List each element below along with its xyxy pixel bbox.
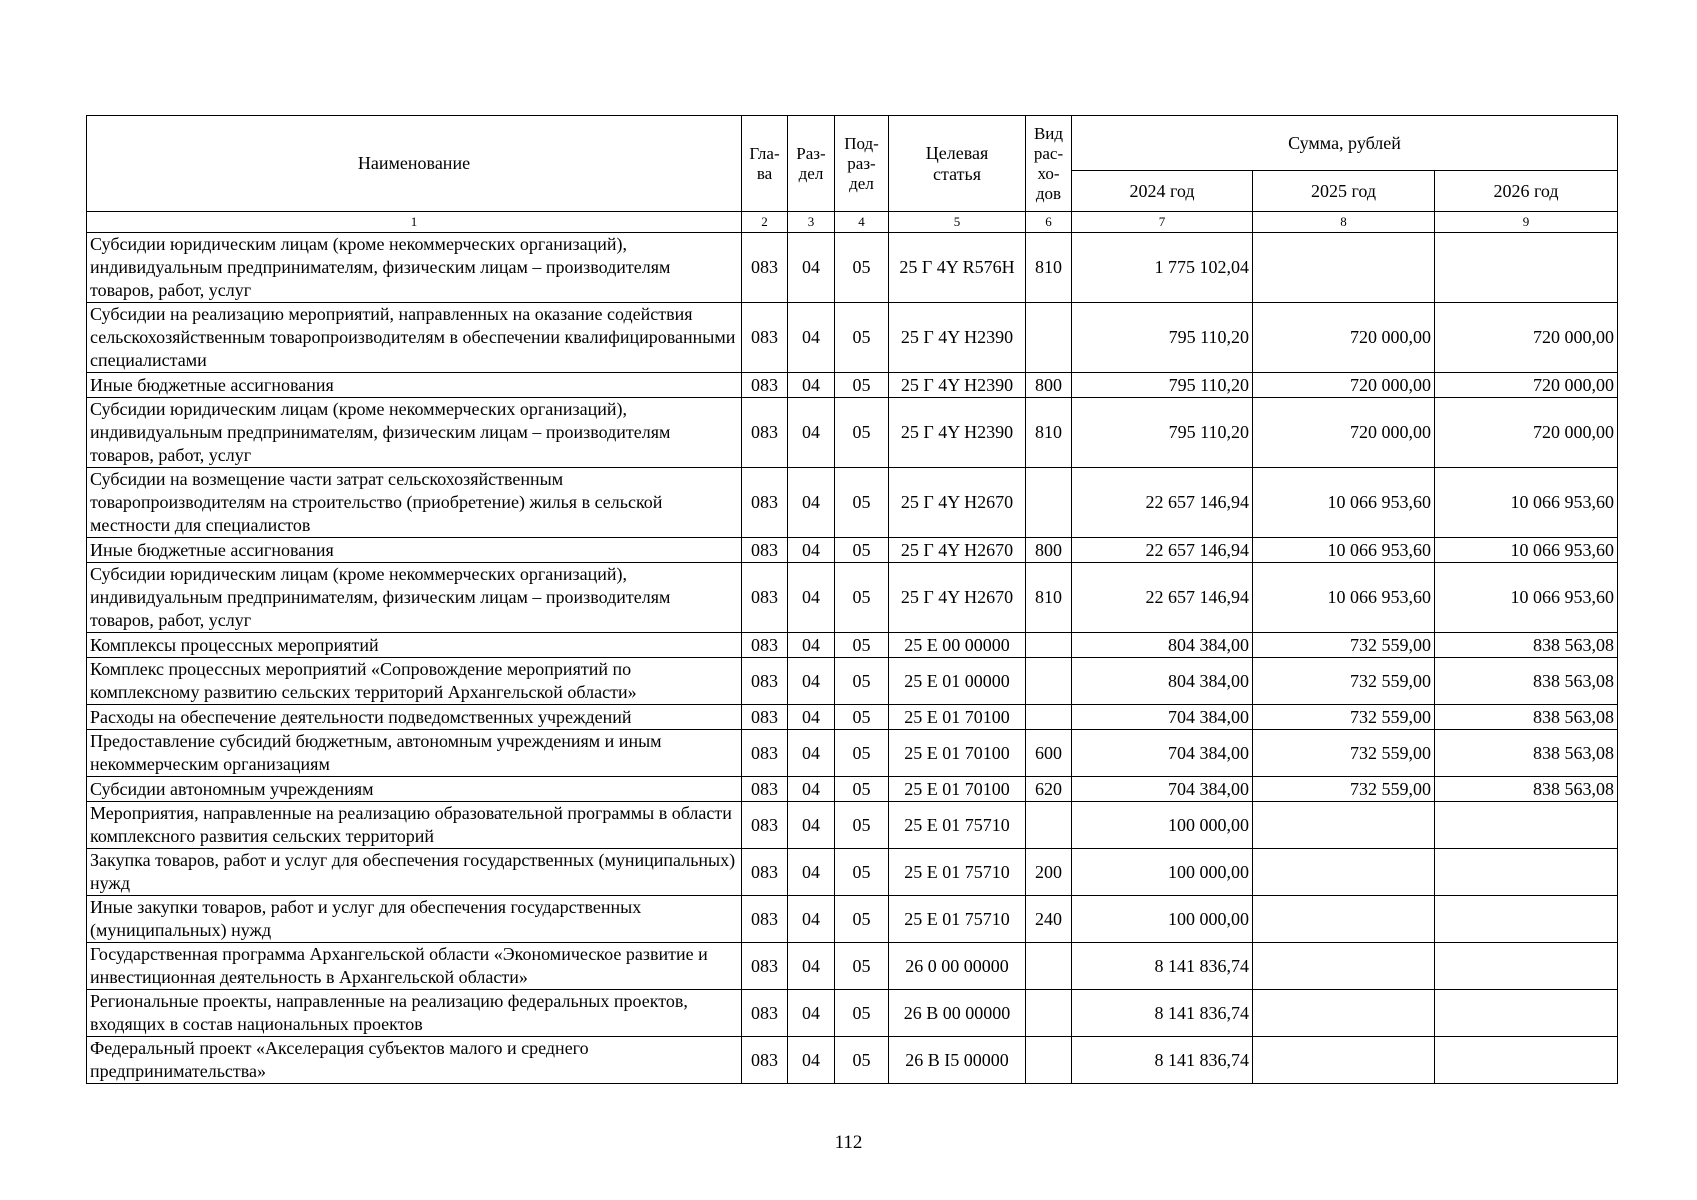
row-target-article: 25 Г 4Y Н2390 bbox=[889, 398, 1026, 468]
row-amount-2025: 10 066 953,60 bbox=[1253, 563, 1435, 633]
row-subsection: 05 bbox=[835, 633, 889, 658]
row-amount-2025 bbox=[1253, 943, 1435, 990]
row-target-article: 25 Е 01 70100 bbox=[889, 777, 1026, 802]
row-chapter: 083 bbox=[742, 563, 788, 633]
row-section: 04 bbox=[788, 563, 835, 633]
row-section: 04 bbox=[788, 398, 835, 468]
row-chapter: 083 bbox=[742, 730, 788, 777]
row-section: 04 bbox=[788, 468, 835, 538]
row-amount-2025: 732 559,00 bbox=[1253, 777, 1435, 802]
row-name: Субсидии юридическим лицам (кроме некоммерческих организаций), индивидуальным предпринимателям, физическим лицам – производителям товаров, работ, услуг bbox=[87, 233, 742, 303]
row-name: Субсидии автономным учреждениям bbox=[87, 777, 742, 802]
table-row bbox=[87, 943, 1618, 990]
row-chapter: 083 bbox=[742, 538, 788, 563]
row-section: 04 bbox=[788, 943, 835, 990]
header-year-2024: 2024 год bbox=[1072, 171, 1253, 212]
row-subsection: 05 bbox=[835, 943, 889, 990]
row-expense-type bbox=[1026, 658, 1072, 705]
column-number: 6 bbox=[1026, 212, 1072, 233]
row-amount-2024: 22 657 146,94 bbox=[1072, 563, 1253, 633]
row-chapter: 083 bbox=[742, 468, 788, 538]
column-number: 2 bbox=[742, 212, 788, 233]
header-sum-group: Сумма, рублей bbox=[1072, 116, 1618, 171]
row-amount-2025 bbox=[1253, 233, 1435, 303]
row-amount-2025: 720 000,00 bbox=[1253, 303, 1435, 373]
row-expense-type bbox=[1026, 990, 1072, 1037]
row-chapter: 083 bbox=[742, 802, 788, 849]
row-expense-type: 810 bbox=[1026, 563, 1072, 633]
table-row bbox=[87, 538, 1618, 563]
row-amount-2025 bbox=[1253, 990, 1435, 1037]
row-amount-2026: 838 563,08 bbox=[1435, 633, 1618, 658]
row-subsection: 05 bbox=[835, 373, 889, 398]
row-amount-2026: 838 563,08 bbox=[1435, 777, 1618, 802]
row-name: Субсидии на возмещение части затрат сельскохозяйственным товаропроизводителям на строительство (приобретение) жилья в сельской местности для специалистов bbox=[87, 468, 742, 538]
table-row bbox=[87, 563, 1618, 633]
row-section: 04 bbox=[788, 990, 835, 1037]
table-row bbox=[87, 802, 1618, 849]
row-section: 04 bbox=[788, 303, 835, 373]
column-number: 1 bbox=[87, 212, 742, 233]
header-section: Раз- дел bbox=[788, 116, 835, 212]
header-name: Наименование bbox=[87, 116, 742, 212]
row-chapter: 083 bbox=[742, 705, 788, 730]
row-amount-2025 bbox=[1253, 896, 1435, 943]
row-amount-2024: 22 657 146,94 bbox=[1072, 468, 1253, 538]
row-expense-type bbox=[1026, 943, 1072, 990]
row-target-article: 25 Г 4Y Н2390 bbox=[889, 373, 1026, 398]
row-name: Иные бюджетные ассигнования bbox=[87, 538, 742, 563]
row-amount-2026: 720 000,00 bbox=[1435, 373, 1618, 398]
row-name: Субсидии юридическим лицам (кроме некоммерческих организаций), индивидуальным предпринимателям, физическим лицам – производителям товаров, работ, услуг bbox=[87, 398, 742, 468]
row-amount-2026 bbox=[1435, 990, 1618, 1037]
row-chapter: 083 bbox=[742, 777, 788, 802]
row-expense-type bbox=[1026, 468, 1072, 538]
row-subsection: 05 bbox=[835, 705, 889, 730]
row-subsection: 05 bbox=[835, 538, 889, 563]
row-subsection: 05 bbox=[835, 849, 889, 896]
row-subsection: 05 bbox=[835, 730, 889, 777]
row-section: 04 bbox=[788, 705, 835, 730]
row-chapter: 083 bbox=[742, 233, 788, 303]
row-chapter: 083 bbox=[742, 849, 788, 896]
row-amount-2024: 8 141 836,74 bbox=[1072, 1037, 1253, 1084]
row-amount-2025: 732 559,00 bbox=[1253, 658, 1435, 705]
row-subsection: 05 bbox=[835, 398, 889, 468]
row-expense-type: 620 bbox=[1026, 777, 1072, 802]
row-name: Государственная программа Архангельской области «Экономическое развитие и инвестиционная деятельность в Архангельской области» bbox=[87, 943, 742, 990]
row-target-article: 26 В 00 00000 bbox=[889, 990, 1026, 1037]
row-expense-type bbox=[1026, 633, 1072, 658]
row-amount-2024: 804 384,00 bbox=[1072, 658, 1253, 705]
table-row bbox=[87, 303, 1618, 373]
table-row bbox=[87, 373, 1618, 398]
row-amount-2025: 10 066 953,60 bbox=[1253, 538, 1435, 563]
row-target-article: 26 В I5 00000 bbox=[889, 1037, 1026, 1084]
row-amount-2026: 10 066 953,60 bbox=[1435, 563, 1618, 633]
header-year-2026: 2026 год bbox=[1435, 171, 1618, 212]
row-amount-2026 bbox=[1435, 802, 1618, 849]
row-amount-2026: 838 563,08 bbox=[1435, 730, 1618, 777]
row-amount-2025: 10 066 953,60 bbox=[1253, 468, 1435, 538]
row-expense-type bbox=[1026, 802, 1072, 849]
table-row bbox=[87, 896, 1618, 943]
row-amount-2024: 1 775 102,04 bbox=[1072, 233, 1253, 303]
table-row bbox=[87, 730, 1618, 777]
row-expense-type: 810 bbox=[1026, 398, 1072, 468]
row-name: Предоставление субсидий бюджетным, автономным учреждениям и иным некоммерческим организациям bbox=[87, 730, 742, 777]
row-amount-2025: 732 559,00 bbox=[1253, 705, 1435, 730]
table-row bbox=[87, 705, 1618, 730]
row-expense-type bbox=[1026, 303, 1072, 373]
row-section: 04 bbox=[788, 730, 835, 777]
row-chapter: 083 bbox=[742, 633, 788, 658]
row-amount-2024: 704 384,00 bbox=[1072, 705, 1253, 730]
row-amount-2026 bbox=[1435, 233, 1618, 303]
row-name: Комплексы процессных мероприятий bbox=[87, 633, 742, 658]
row-chapter: 083 bbox=[742, 896, 788, 943]
row-amount-2024: 100 000,00 bbox=[1072, 849, 1253, 896]
table-row bbox=[87, 990, 1618, 1037]
budget-table bbox=[86, 115, 1618, 1084]
row-subsection: 05 bbox=[835, 658, 889, 705]
row-target-article: 25 Г 4Y Н2670 bbox=[889, 563, 1026, 633]
row-name: Расходы на обеспечение деятельности подведомственных учреждений bbox=[87, 705, 742, 730]
row-amount-2024: 795 110,20 bbox=[1072, 398, 1253, 468]
row-amount-2026 bbox=[1435, 1037, 1618, 1084]
row-amount-2024: 704 384,00 bbox=[1072, 777, 1253, 802]
row-section: 04 bbox=[788, 849, 835, 896]
row-amount-2024: 804 384,00 bbox=[1072, 633, 1253, 658]
header-year-2025: 2025 год bbox=[1253, 171, 1435, 212]
row-subsection: 05 bbox=[835, 233, 889, 303]
row-target-article: 25 Е 01 75710 bbox=[889, 802, 1026, 849]
row-amount-2024: 22 657 146,94 bbox=[1072, 538, 1253, 563]
row-name: Региональные проекты, направленные на реализацию федеральных проектов, входящих в состав национальных проектов bbox=[87, 990, 742, 1037]
table-row bbox=[87, 1037, 1618, 1084]
table-row bbox=[87, 398, 1618, 468]
row-expense-type: 810 bbox=[1026, 233, 1072, 303]
row-amount-2024: 100 000,00 bbox=[1072, 896, 1253, 943]
column-number: 3 bbox=[788, 212, 835, 233]
table-body bbox=[87, 233, 1618, 1084]
table-row bbox=[87, 633, 1618, 658]
row-target-article: 25 Г 4Y Н2670 bbox=[889, 468, 1026, 538]
row-name: Закупка товаров, работ и услуг для обеспечения государственных (муниципальных) нужд bbox=[87, 849, 742, 896]
row-name: Мероприятия, направленные на реализацию образовательной программы в области комплексного развития сельских территорий bbox=[87, 802, 742, 849]
row-amount-2026 bbox=[1435, 849, 1618, 896]
row-section: 04 bbox=[788, 896, 835, 943]
column-number: 4 bbox=[835, 212, 889, 233]
row-chapter: 083 bbox=[742, 1037, 788, 1084]
row-amount-2025 bbox=[1253, 802, 1435, 849]
row-section: 04 bbox=[788, 633, 835, 658]
row-amount-2024: 8 141 836,74 bbox=[1072, 990, 1253, 1037]
row-section: 04 bbox=[788, 233, 835, 303]
page-number: 112 bbox=[834, 1132, 863, 1153]
row-amount-2024: 704 384,00 bbox=[1072, 730, 1253, 777]
column-number: 9 bbox=[1435, 212, 1618, 233]
row-amount-2025 bbox=[1253, 1037, 1435, 1084]
row-expense-type: 240 bbox=[1026, 896, 1072, 943]
row-amount-2025: 732 559,00 bbox=[1253, 633, 1435, 658]
table-row bbox=[87, 849, 1618, 896]
row-amount-2024: 795 110,20 bbox=[1072, 303, 1253, 373]
header-chapter: Гла- ва bbox=[742, 116, 788, 212]
row-section: 04 bbox=[788, 802, 835, 849]
row-section: 04 bbox=[788, 538, 835, 563]
row-amount-2025: 732 559,00 bbox=[1253, 730, 1435, 777]
column-number: 7 bbox=[1072, 212, 1253, 233]
header-subsection: Под- раз- дел bbox=[835, 116, 889, 212]
row-section: 04 bbox=[788, 1037, 835, 1084]
row-target-article: 25 Е 01 75710 bbox=[889, 849, 1026, 896]
row-chapter: 083 bbox=[742, 658, 788, 705]
table-row bbox=[87, 233, 1618, 303]
row-amount-2026: 838 563,08 bbox=[1435, 705, 1618, 730]
row-subsection: 05 bbox=[835, 303, 889, 373]
row-target-article: 25 Е 01 70100 bbox=[889, 730, 1026, 777]
row-amount-2025 bbox=[1253, 849, 1435, 896]
row-amount-2025: 720 000,00 bbox=[1253, 398, 1435, 468]
row-chapter: 083 bbox=[742, 303, 788, 373]
header-target-article: Целевая статья bbox=[889, 116, 1026, 212]
row-subsection: 05 bbox=[835, 990, 889, 1037]
row-chapter: 083 bbox=[742, 943, 788, 990]
row-amount-2026: 10 066 953,60 bbox=[1435, 538, 1618, 563]
row-expense-type: 800 bbox=[1026, 373, 1072, 398]
row-target-article: 25 Е 01 70100 bbox=[889, 705, 1026, 730]
column-number-row bbox=[87, 212, 1618, 233]
row-amount-2026: 720 000,00 bbox=[1435, 398, 1618, 468]
row-target-article: 25 Е 01 75710 bbox=[889, 896, 1026, 943]
row-target-article: 25 Г 4Y R576Н bbox=[889, 233, 1026, 303]
row-section: 04 bbox=[788, 373, 835, 398]
row-expense-type: 200 bbox=[1026, 849, 1072, 896]
row-subsection: 05 bbox=[835, 777, 889, 802]
row-amount-2024: 795 110,20 bbox=[1072, 373, 1253, 398]
row-expense-type: 800 bbox=[1026, 538, 1072, 563]
header-expense-type: Вид рас- хо- дов bbox=[1026, 116, 1072, 212]
row-chapter: 083 bbox=[742, 398, 788, 468]
row-target-article: 25 Е 01 00000 bbox=[889, 658, 1026, 705]
row-subsection: 05 bbox=[835, 1037, 889, 1084]
table-row bbox=[87, 658, 1618, 705]
row-amount-2024: 100 000,00 bbox=[1072, 802, 1253, 849]
row-amount-2026 bbox=[1435, 943, 1618, 990]
row-subsection: 05 bbox=[835, 468, 889, 538]
row-section: 04 bbox=[788, 658, 835, 705]
row-name: Субсидии юридическим лицам (кроме некоммерческих организаций), индивидуальным предпринимателям, физическим лицам – производителям товаров, работ, услуг bbox=[87, 563, 742, 633]
row-name: Иные закупки товаров, работ и услуг для обеспечения государственных (муниципальных) нужд bbox=[87, 896, 742, 943]
row-amount-2026: 838 563,08 bbox=[1435, 658, 1618, 705]
row-name: Субсидии на реализацию мероприятий, направленных на оказание содействия сельскохозяйственным товаропроизводителям в обеспечении квалифицированными специалистами bbox=[87, 303, 742, 373]
row-chapter: 083 bbox=[742, 373, 788, 398]
row-amount-2024: 8 141 836,74 bbox=[1072, 943, 1253, 990]
row-amount-2026: 720 000,00 bbox=[1435, 303, 1618, 373]
row-target-article: 25 Г 4Y Н2670 bbox=[889, 538, 1026, 563]
row-name: Комплекс процессных мероприятий «Сопровождение мероприятий по комплексному развитию сельских территорий Архангельской области» bbox=[87, 658, 742, 705]
row-expense-type bbox=[1026, 1037, 1072, 1084]
row-amount-2025: 720 000,00 bbox=[1253, 373, 1435, 398]
row-section: 04 bbox=[788, 777, 835, 802]
row-subsection: 05 bbox=[835, 802, 889, 849]
row-chapter: 083 bbox=[742, 990, 788, 1037]
column-number: 5 bbox=[889, 212, 1026, 233]
row-expense-type: 600 bbox=[1026, 730, 1072, 777]
row-amount-2026: 10 066 953,60 bbox=[1435, 468, 1618, 538]
row-target-article: 25 Е 00 00000 bbox=[889, 633, 1026, 658]
row-target-article: 26 0 00 00000 bbox=[889, 943, 1026, 990]
row-name: Иные бюджетные ассигнования bbox=[87, 373, 742, 398]
row-name: Федеральный проект «Акселерация субъектов малого и среднего предпринимательства» bbox=[87, 1037, 742, 1084]
table-row bbox=[87, 777, 1618, 802]
row-amount-2026 bbox=[1435, 896, 1618, 943]
row-subsection: 05 bbox=[835, 563, 889, 633]
row-target-article: 25 Г 4Y Н2390 bbox=[889, 303, 1026, 373]
table-row bbox=[87, 468, 1618, 538]
column-number: 8 bbox=[1253, 212, 1435, 233]
row-subsection: 05 bbox=[835, 896, 889, 943]
row-expense-type bbox=[1026, 705, 1072, 730]
